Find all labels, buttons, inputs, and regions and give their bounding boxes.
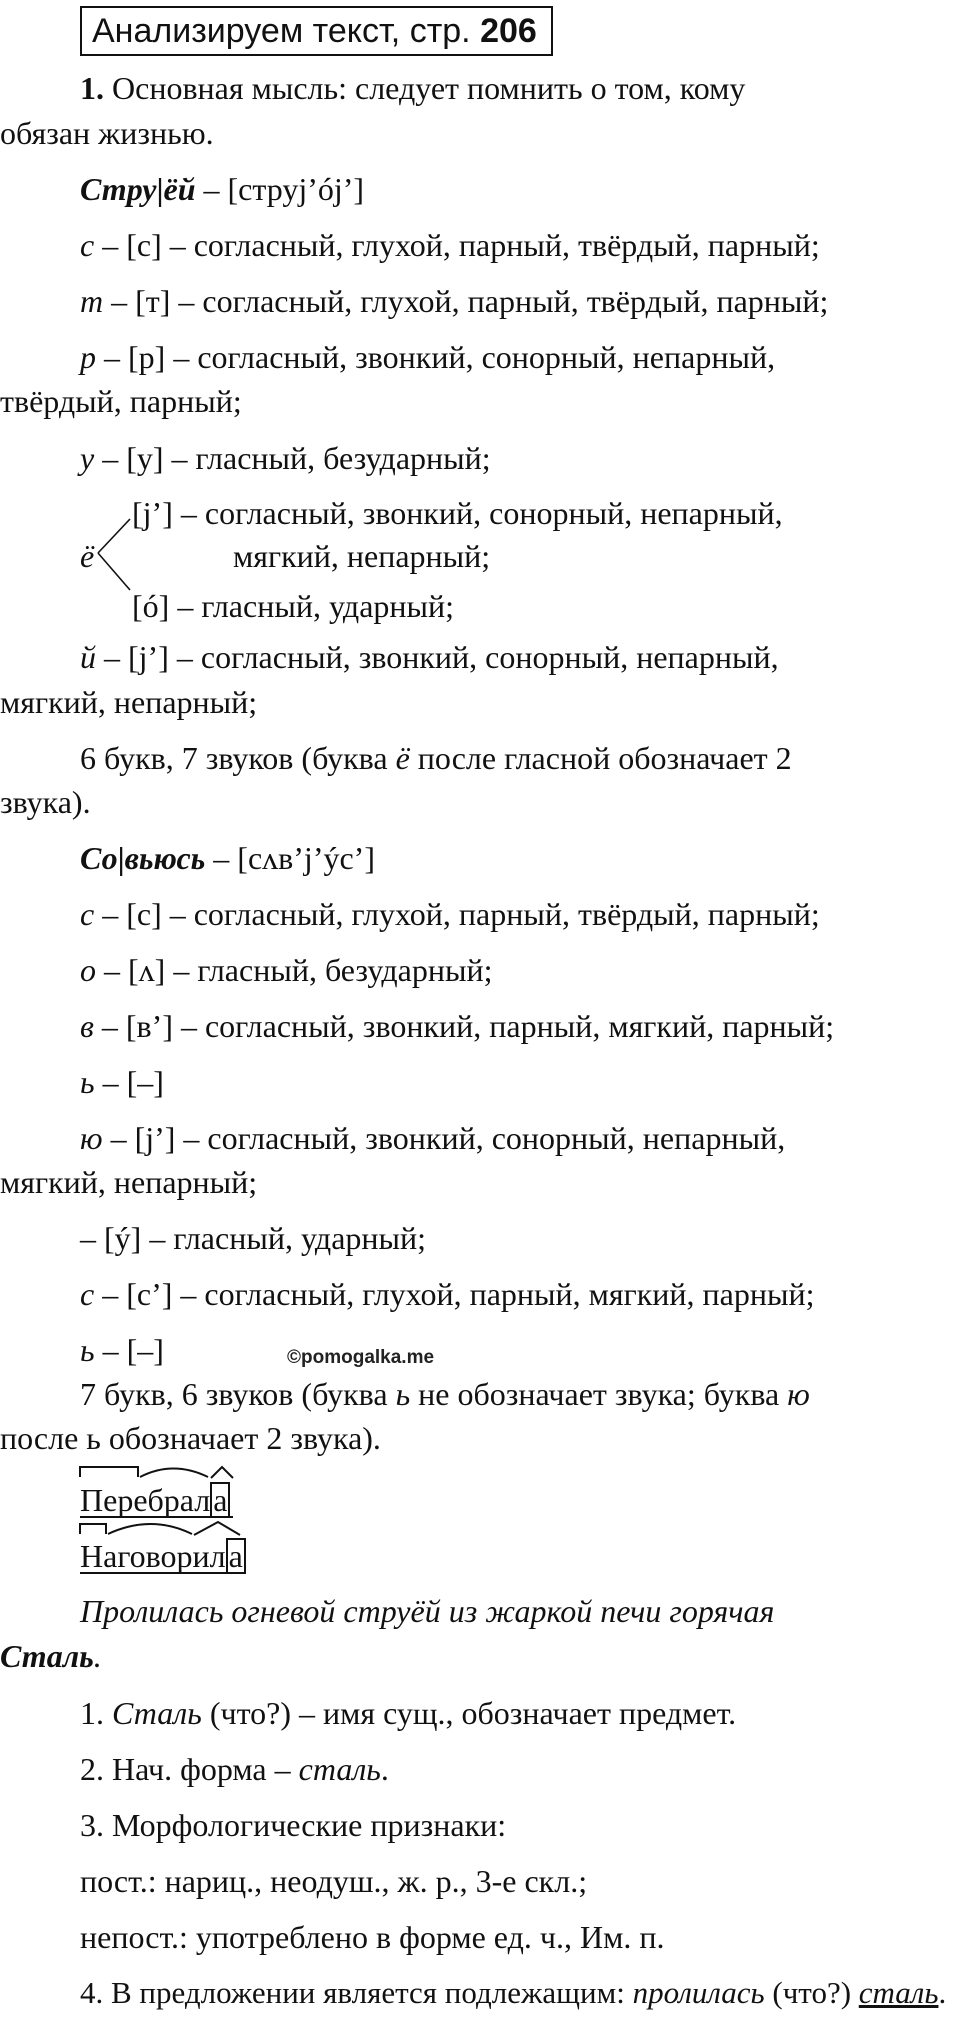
point-num: 1.	[80, 1695, 112, 1731]
word1-root: Стру	[80, 171, 157, 207]
analysis-constant-features: пост.: нариц., неодуш., ж. р., 3-е скл.;	[80, 1863, 588, 1899]
summary-letter: ё	[395, 740, 410, 776]
word2-root: Со	[80, 840, 118, 876]
letter: с	[80, 1276, 95, 1312]
letter: у	[80, 440, 95, 476]
point-dot: .	[380, 1751, 389, 1787]
point-text: (что?) – имя сущ., обозначает предмет.	[201, 1695, 737, 1731]
header-page-number: 206	[480, 12, 537, 50]
morpheme-word-2	[80, 1538, 246, 1574]
sentence-dot: .	[93, 1638, 102, 1674]
summary-text: 7 букв, 6 звуков (буква	[80, 1376, 396, 1412]
word1-letter-r-cont: твёрдый, парный;	[0, 383, 242, 419]
point-text: 2. Нач. форма –	[80, 1751, 299, 1787]
letter: й	[80, 639, 96, 675]
word2-letter-yu2: – [ý] – гласный, ударный;	[80, 1220, 427, 1256]
word1-summary-cont: звука).	[0, 784, 91, 820]
letter-desc: – [у] – гласный, безударный;	[94, 440, 491, 476]
word1-yo-branch1: [j’] – согласный, звонкий, сонорный, непарный,	[132, 495, 783, 531]
letter-desc: – [–]	[94, 1332, 164, 1368]
suffix: л	[194, 1482, 211, 1518]
word1-ending: ёй	[163, 171, 196, 207]
summary-text: 6 букв, 7 звуков (буква	[80, 740, 396, 776]
sentence-word: Сталь	[0, 1638, 94, 1674]
point-subject: сталь	[858, 1975, 939, 2010]
word2-separator: |	[117, 840, 125, 876]
letter: ю	[80, 1120, 103, 1156]
point-word: пролилась	[632, 1975, 765, 2010]
word2-summary-cont: после ь обозначает 2 звука).	[0, 1420, 381, 1456]
morpheme-word-1	[80, 1482, 230, 1518]
prefix: На	[80, 1538, 118, 1574]
task-line-2: обязан жизнью.	[0, 115, 214, 151]
letter: ь	[80, 1332, 95, 1368]
letter: ь	[80, 1064, 95, 1100]
letter: с	[80, 896, 95, 932]
letter-desc: – [–]	[94, 1064, 164, 1100]
task-text: Основная мысль: следует помнить о том, кому	[104, 70, 746, 106]
analysis-point-2	[80, 1753, 389, 1785]
letter-desc: – [с] – согласный, глухой, парный, твёрдый, парный;	[94, 896, 820, 932]
letter-desc: – [j’] – согласный, звонкий, сонорный, непарный,	[96, 639, 779, 675]
ending: а	[226, 1538, 246, 1574]
summary-letter: ю	[787, 1376, 810, 1412]
letter: в	[80, 1008, 94, 1044]
word2-letter-yu-cont: мягкий, непарный;	[0, 1164, 258, 1200]
analysis-point-4-cont	[772, 1975, 946, 2010]
watermark: ©pomogalka.me	[287, 1347, 435, 1368]
word1-yo-branch1-cont: мягкий, непарный;	[233, 538, 491, 574]
letter-desc: – [т] – согласный, глухой, парный, твёрдый, парный;	[103, 283, 829, 319]
sentence-line-1: Пролилась огневой струёй из жаркой печи горячая	[80, 1593, 775, 1629]
summary-text: после гласной обозначает 2	[409, 740, 792, 776]
letter-desc: – [ʌ] – гласный, безударный;	[96, 952, 493, 988]
task-number: 1.	[80, 70, 104, 106]
letter: т	[80, 283, 104, 319]
header-title: Анализируем текст, стр.	[92, 12, 481, 50]
ending: а	[210, 1482, 230, 1518]
letter: с	[80, 227, 95, 263]
point-word: сталь	[298, 1751, 381, 1787]
root: говор	[117, 1538, 193, 1574]
word1-separator: |	[156, 171, 164, 207]
word2-transcription: – [сʌв’j’ýс’]	[205, 840, 375, 876]
word2-ending: вьюсь	[124, 840, 206, 876]
word1-yo-branch2: [ó] – гласный, ударный;	[132, 588, 455, 624]
sentence-line-2	[0, 1640, 102, 1672]
prefix: Пере	[80, 1482, 148, 1518]
letter-desc: – [в’] – согласный, звонкий, парный, мягкий, парный;	[93, 1008, 835, 1044]
word1-letter-y-cont: мягкий, непарный;	[0, 684, 258, 720]
point-word: Сталь	[112, 1695, 202, 1731]
analysis-variable-features: непост.: употреблено в форме ед. ч., Им. п.	[80, 1919, 665, 1955]
analysis-point-4	[80, 1977, 946, 2008]
letter: р	[80, 339, 96, 375]
word1-letter-yo: ё	[80, 538, 95, 574]
letter-desc: – [j’] – согласный, звонкий, сонорный, непарный,	[102, 1120, 786, 1156]
summary-text: не обозначает звука; буква	[410, 1376, 788, 1412]
point-text: (что?)	[772, 1975, 859, 2010]
suffix: ил	[192, 1538, 226, 1574]
letter: о	[80, 952, 96, 988]
root: бра	[147, 1482, 195, 1518]
analysis-point-3: 3. Морфологические признаки:	[80, 1807, 507, 1843]
letter-desc: – [с] – согласный, глухой, парный, твёрдый, парный;	[94, 227, 820, 263]
point-dot: .	[938, 1975, 947, 2010]
letter-desc: – [с’] – согласный, глухой, парный, мягкий, парный;	[94, 1276, 815, 1312]
letter-desc: – [р] – согласный, звонкий, сонорный, непарный,	[96, 339, 776, 375]
analysis-point-1	[80, 1697, 736, 1729]
point-text: 4. В предложении является подлежащим:	[80, 1975, 633, 2010]
summary-letter: ь	[395, 1376, 411, 1412]
word1-transcription: – [струj’ój’]	[195, 171, 365, 207]
